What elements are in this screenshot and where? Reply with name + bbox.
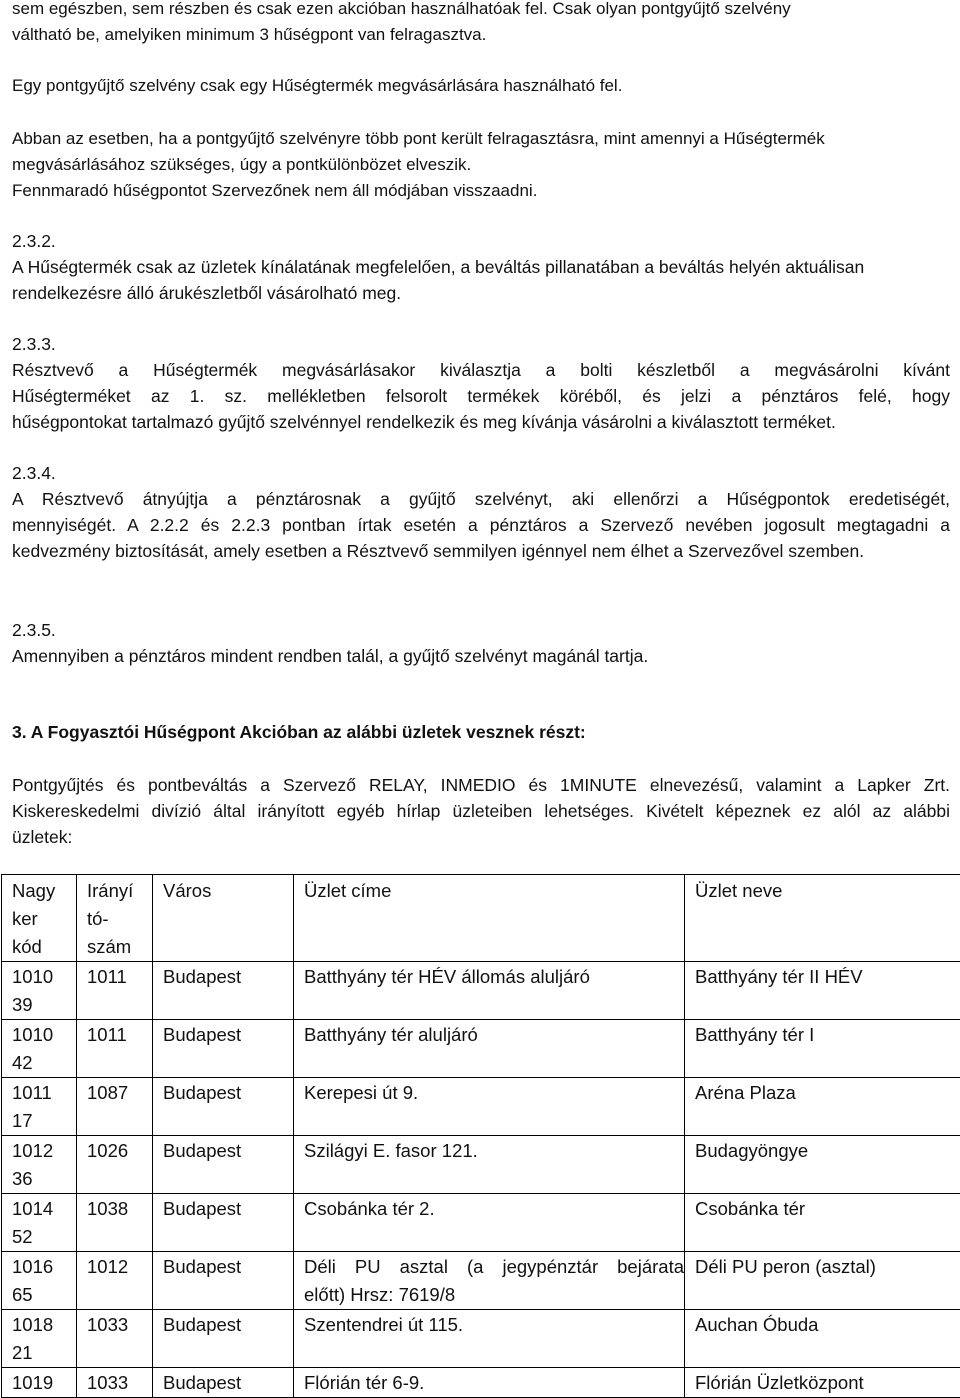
cell-zip: 1026: [77, 1136, 153, 1194]
table-row: [2, 1078, 960, 1136]
table-row: [2, 962, 960, 1020]
cell-address: Szentendrei út 115.: [294, 1310, 685, 1368]
cell-store-name: Déli PU peron (asztal): [685, 1252, 960, 1310]
header-text: Irányí: [87, 877, 152, 905]
cell-store-name: Batthyány tér I: [685, 1020, 960, 1078]
header-text: ker: [12, 905, 76, 933]
section-3-heading: 3. A Fogyasztói Hűségpont Akcióban az alábbi üzletek vesznek részt:: [12, 719, 950, 745]
table-row: [2, 1368, 960, 1398]
cell-address: Csobánka tér 2.: [294, 1194, 685, 1252]
paragraph-line: sem egészben, sem részben és csak ezen akcióban használhatóak fel. Csak olyan pontgyűjtő szelvény: [12, 0, 950, 22]
header-text: Nagy: [12, 877, 76, 905]
section-line: üzletek:: [12, 824, 950, 850]
cell-address: Batthyány tér aluljáró: [294, 1020, 685, 1078]
section-line: kedvezmény biztosítását, amely esetben a Résztvevő semmilyen igénnyel nem élhet a Szervezővel szemben.: [12, 538, 950, 564]
cell-address: Déli PU asztal (a jegypénztár bejárata előtt) Hrsz: 7619/8: [294, 1252, 685, 1310]
table-row: [2, 1252, 960, 1310]
cell-city: Budapest: [153, 1020, 294, 1078]
cell-code: 1010 39: [2, 962, 77, 1020]
table-row: [2, 1136, 960, 1194]
cell-address: Flórián tér 6-9.: [294, 1368, 685, 1398]
cell-code: 1014 52: [2, 1194, 77, 1252]
cell-code: 1018 21: [2, 1310, 77, 1368]
section-line: Amennyiben a pénztáros mindent rendben talál, a gyűjtő szelvényt magánál tartja.: [12, 643, 950, 669]
table-row: [2, 1310, 960, 1368]
cell-code: 1010 42: [2, 1020, 77, 1078]
section-line: Pontgyűjtés és pontbeváltás a Szervező RELAY, INMEDIO és 1MINUTE elnevezésű, valamint a Lapker Zrt.: [12, 772, 950, 798]
cell-zip: 1038: [77, 1194, 153, 1252]
section-line: Hűségterméket az 1. sz. mellékletben felsorolt termékek köréből, és jelzi a pénztáros felé, hogy: [12, 383, 950, 409]
header-text: szám: [87, 933, 152, 961]
header-text: kód: [12, 933, 76, 961]
cell-store-name: Flórián Üzletközpont: [685, 1368, 960, 1398]
cell-zip: 1033: [77, 1368, 153, 1398]
cell-zip: 1033: [77, 1310, 153, 1368]
paragraph-excess-points: [12, 126, 950, 204]
header-address: Üzlet címe: [294, 875, 685, 962]
cell-zip: 1011: [77, 962, 153, 1020]
paragraph-line: váltható be, amelyiken minimum 3 hűségpont van felragasztva.: [12, 22, 950, 48]
cell-city: Budapest: [153, 1368, 294, 1398]
cell-code: 1012 36: [2, 1136, 77, 1194]
cell-city: Budapest: [153, 1252, 294, 1310]
section-number: 2.3.4.: [12, 460, 950, 486]
paragraph-one-coupon: [12, 73, 950, 99]
cell-zip: 1087: [77, 1078, 153, 1136]
cell-code: 1011 17: [2, 1078, 77, 1136]
cell-store-name: Csobánka tér: [685, 1194, 960, 1252]
paragraph-line: Fennmaradó hűségpontot Szervezőnek nem áll módjában visszaadni.: [12, 178, 950, 204]
cell-store-name: Aréna Plaza: [685, 1078, 960, 1136]
section-number: 2.3.3.: [12, 331, 950, 357]
section-2-3-4: [12, 460, 950, 564]
header-wholesale-code: [2, 875, 77, 962]
cell-address: Batthyány tér HÉV állomás aluljáró: [294, 962, 685, 1020]
cell-address: Szilágyi E. fasor 121.: [294, 1136, 685, 1194]
section-2-3-5: [12, 617, 950, 669]
table-row: [2, 1194, 960, 1252]
section-3-intro: [12, 772, 950, 850]
cell-store-name: Auchan Óbuda: [685, 1310, 960, 1368]
section-line: mennyiségét. A 2.2.2 és 2.2.3 pontban írtak esetén a pénztáros a Szervező nevében jogosult megtagadni a: [12, 512, 950, 538]
section-line: Résztvevő a Hűségtermék megvásárlásakor kiválasztja a bolti készletből a megvásárolni kívánt: [12, 357, 950, 383]
table-row: [2, 1020, 960, 1078]
cell-code: 1019: [2, 1368, 77, 1398]
cell-city: Budapest: [153, 1194, 294, 1252]
section-2-3-2: [12, 228, 950, 306]
cell-code: 1016 65: [2, 1252, 77, 1310]
header-store-name: Üzlet neve: [685, 875, 960, 962]
section-line: A Hűségtermék csak az üzletek kínálatának megfelelően, a beváltás pillanatában a beváltás helyén aktuálisan: [12, 254, 950, 280]
table-header-row: [2, 875, 960, 962]
cell-city: Budapest: [153, 1310, 294, 1368]
section-line: hűségpontokat tartalmazó gyűjtő szelvénnyel rendelkezik és meg kívánja vásárolni a kiválasztott terméket.: [12, 409, 950, 435]
cell-city: Budapest: [153, 1078, 294, 1136]
cell-zip: 1012: [77, 1252, 153, 1310]
section-line: rendelkezésre álló árukészletből vásárolható meg.: [12, 280, 950, 306]
cell-address: Kerepesi út 9.: [294, 1078, 685, 1136]
excluded-stores-table: [1, 874, 960, 1398]
paragraph-line: Egy pontgyűjtő szelvény csak egy Hűségtermék megvásárlására használható fel.: [12, 73, 950, 99]
paragraph-intro: [12, 0, 950, 48]
cell-city: Budapest: [153, 1136, 294, 1194]
paragraph-line: Abban az esetben, ha a pontgyűjtő szelvényre több pont került felragasztásra, mint amennyi a Hűségtermék: [12, 126, 950, 152]
cell-store-name: Budagyöngye: [685, 1136, 960, 1194]
section-number: 2.3.2.: [12, 228, 950, 254]
cell-zip: 1011: [77, 1020, 153, 1078]
cell-store-name: Batthyány tér II HÉV: [685, 962, 960, 1020]
section-line: A Résztvevő átnyújtja a pénztárosnak a gyűjtő szelvényt, aki ellenőrzi a Hűségpontok eredetiségét,: [12, 486, 950, 512]
section-number: 2.3.5.: [12, 617, 950, 643]
header-city: Város: [153, 875, 294, 962]
section-2-3-3: [12, 331, 950, 435]
header-text: tó-: [87, 905, 152, 933]
paragraph-line: megvásárlásához szükséges, úgy a pontkülönbözet elveszik.: [12, 152, 950, 178]
section-line: Kiskereskedelmi divízió által irányított egyéb hírlap üzleteiben lehetséges. Kivételt képeznek ez alól az alábbi: [12, 798, 950, 824]
header-zip: [77, 875, 153, 962]
cell-city: Budapest: [153, 962, 294, 1020]
